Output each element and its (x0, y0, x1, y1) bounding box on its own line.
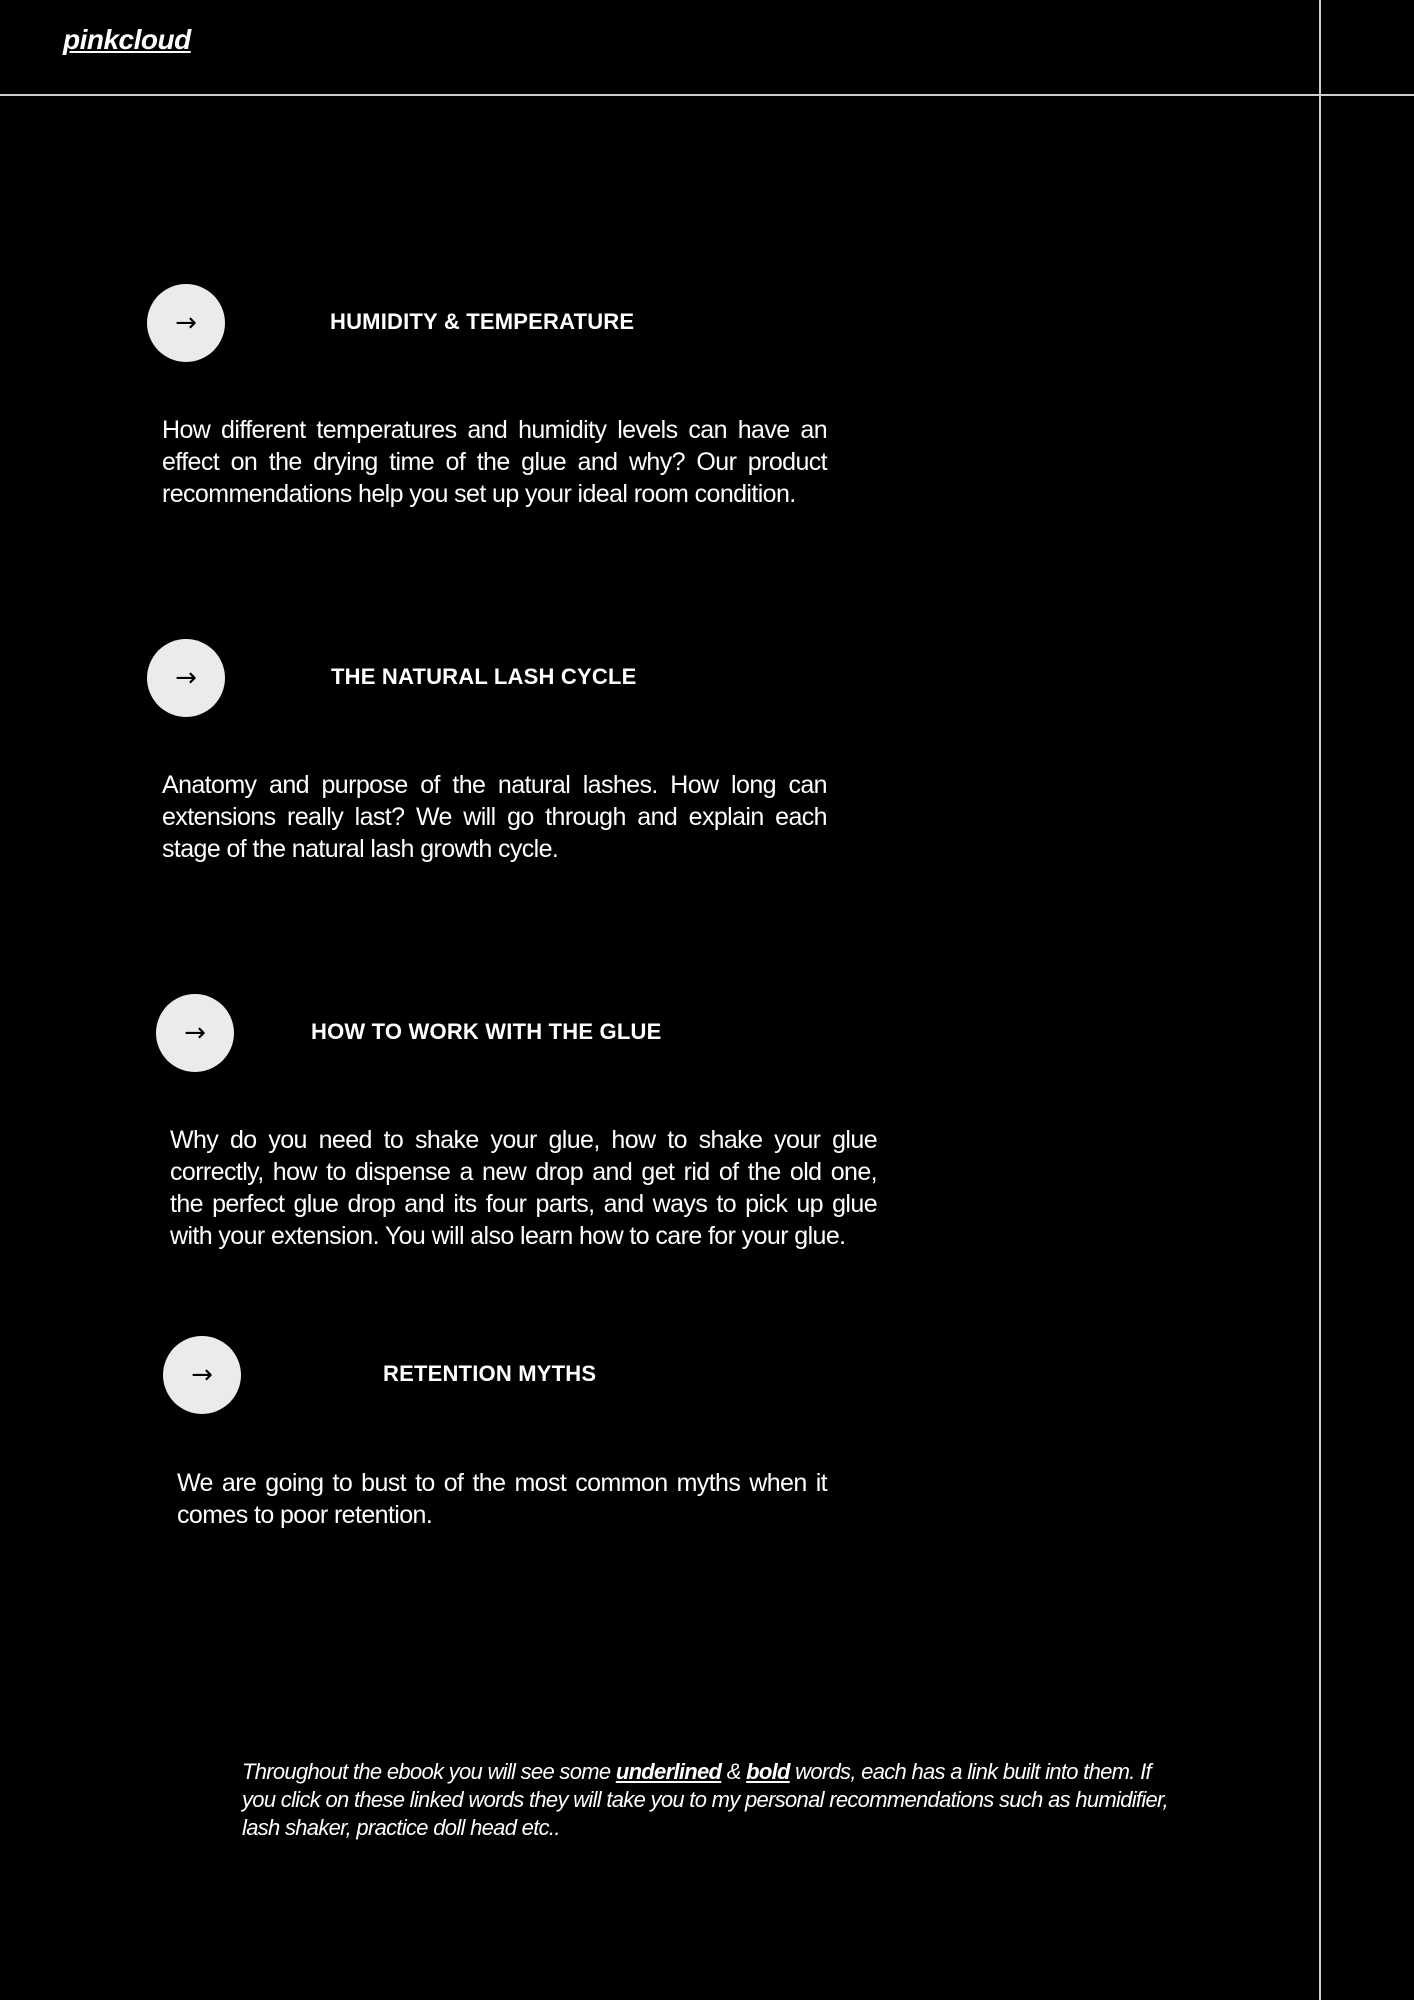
note-ampersand: & (721, 1759, 747, 1784)
note-text-end: words, each has a link built into them. If you click on these linked words they will take you to my personal recommendations such as humidifier, lash shaker, practice doll head etc.. (242, 1759, 1168, 1840)
section-lash-cycle-body: Anatomy and purpose of the natural lashes. How long can extensions really last? We will go through and explain each stage of the natural lash growth cycle. (162, 771, 827, 863)
links-info-note (242, 1758, 1182, 1842)
note-bold-word[interactable]: bold (746, 1759, 790, 1784)
section-humidity-arrow-button[interactable] (147, 284, 225, 362)
section-humidity-title: HUMIDITY & TEMPERATURE (330, 309, 635, 334)
section-lash-cycle-title: THE NATURAL LASH CYCLE (331, 664, 637, 689)
header-divider (0, 94, 1414, 96)
section-glue-body: Why do you need to shake your glue, how to shake your glue correctly, how to dispense a new drop and get rid of the old one, the perfect glue drop and its four parts, and ways to pick up glue with your extension. You will also learn how to care for your glue. (170, 1126, 877, 1250)
note-underlined-word[interactable]: underlined (615, 1759, 722, 1784)
arrow-right-icon: → (184, 1018, 206, 1048)
side-divider (1319, 0, 1321, 2000)
arrow-right-icon: → (175, 663, 197, 693)
section-humidity-body: How different temperatures and humidity levels can have an effect on the drying time of the glue and why? Our product recommendations help you set up your ideal room condition. (162, 416, 827, 508)
note-text-start: Throughout the ebook you will see some (242, 1759, 616, 1784)
arrow-right-icon: → (175, 308, 197, 338)
section-glue-title: HOW TO WORK WITH THE GLUE (311, 1019, 662, 1044)
section-retention-arrow-button[interactable] (163, 1336, 241, 1414)
arrow-right-icon: → (191, 1360, 213, 1390)
section-retention-body: We are going to bust to of the most common myths when it comes to poor retention. (177, 1469, 827, 1529)
section-retention-title: RETENTION MYTHS (383, 1361, 597, 1386)
brand-logo[interactable]: pinkcloud (63, 24, 191, 55)
section-glue-arrow-button[interactable] (156, 994, 234, 1072)
section-lash-cycle-arrow-button[interactable] (147, 639, 225, 717)
